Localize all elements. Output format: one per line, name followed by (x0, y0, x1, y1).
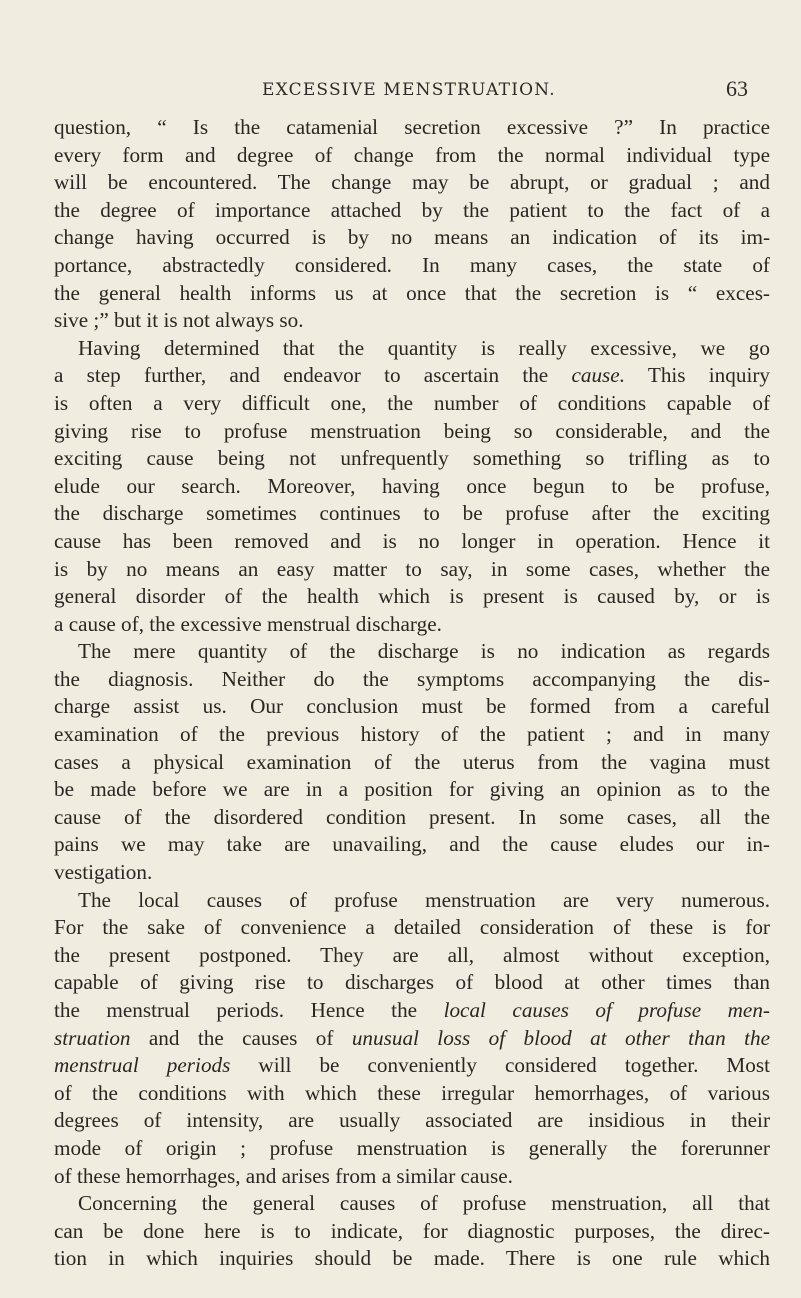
page-number: 63 (726, 76, 748, 101)
text-line: the diagnosis. Neither do the symptoms accompanying the dis- (54, 666, 770, 691)
text-line: pains we may take are unavailing, and the cause eludes our in- (54, 832, 770, 857)
text-line: is by no means an easy matter to say, in some cases, whether the (54, 556, 770, 581)
text-line: a cause of, the excessive menstrual discharge. (54, 611, 442, 636)
text-line: the present postponed. They are all, almost without exception, (54, 942, 770, 967)
text-line: mode of origin ; profuse menstruation is generally the forerunner (54, 1135, 770, 1160)
text-line: the menstrual periods. Hence the local causes of profuse men- (54, 998, 770, 1022)
text-line: tion in which inquiries should be made. There is one rule which (54, 1246, 770, 1271)
text-line: Having determined that the quantity is really excessive, we go (78, 335, 770, 360)
text-line: general disorder of the health which is present is caused by, or is (54, 584, 770, 609)
text-line: cause of the disordered condition present. In some cases, all the (54, 804, 770, 829)
text-line: question, “ Is the catamenial secretion excessive ?” In practice (54, 115, 770, 139)
text-line: capable of giving rise to discharges of blood at other times than (54, 970, 770, 995)
text-line: cases a physical examination of the uterus from the vagina must (54, 749, 770, 774)
text-line: struation and the causes of unusual loss of blood at other than the (54, 1025, 771, 1050)
text-line: vestigation. (54, 860, 153, 885)
text-line: Concerning the general causes of profuse menstruation, all that (78, 1191, 770, 1216)
text-line: a step further, and endeavor to ascertain the cause. This inquiry (54, 363, 770, 388)
text-line: change having occurred is by no means an indication of its im- (54, 225, 770, 250)
text-line: The mere quantity of the discharge is no indication as regards (78, 639, 770, 664)
text-line: The local causes of profuse menstruation are very numerous. (78, 887, 770, 912)
text-line: the general health informs us at once that the secretion is “ exces- (54, 280, 770, 305)
text-line: elude our search. Moreover, having once begun to be profuse, (54, 473, 770, 498)
text-line: sive ;” but it is not always so. (54, 308, 304, 333)
text-line: cause has been removed and is no longer in operation. Hence it (54, 528, 770, 553)
text-line: will be encountered. The change may be abrupt, or gradual ; and (54, 170, 770, 195)
text-line: portance, abstractedly considered. In many cases, the state of (54, 252, 770, 277)
text-line: For the sake of convenience a detailed consideration of these is for (54, 915, 770, 940)
text-line: degrees of intensity, are usually associated are insidious in their (54, 1108, 770, 1133)
text-line: charge assist us. Our conclusion must be formed from a careful (54, 694, 770, 719)
text-line: the discharge sometimes continues to be profuse after the exciting (54, 501, 770, 526)
text-line: of the conditions with which these irregular hemorrhages, of various (54, 1080, 770, 1105)
running-title: EXCESSIVE MENSTRUATION. (262, 80, 556, 100)
text-line: can be done here is to indicate, for diagnostic purposes, the direc- (54, 1218, 770, 1243)
text-line: menstrual periods will be conveniently considered together. Most (54, 1053, 771, 1078)
text-line: examination of the previous history of the patient ; and in many (54, 722, 770, 747)
text-line: be made before we are in a position for giving an opinion as to the (54, 777, 770, 802)
text-line: is often a very difficult one, the number of conditions capable of (54, 390, 770, 415)
text-line: giving rise to profuse menstruation being so considerable, and the (54, 418, 770, 443)
text-line: of these hemorrhages, and arises from a similar cause. (54, 1163, 513, 1188)
running-head (0, 76, 801, 106)
text-line: exciting cause being not unfrequently something so trifling as to (54, 446, 770, 471)
text-line: the degree of importance attached by the patient to the fact of a (54, 197, 770, 222)
text-line: every form and degree of change from the normal individual type (54, 142, 770, 167)
body-text (54, 114, 770, 1273)
